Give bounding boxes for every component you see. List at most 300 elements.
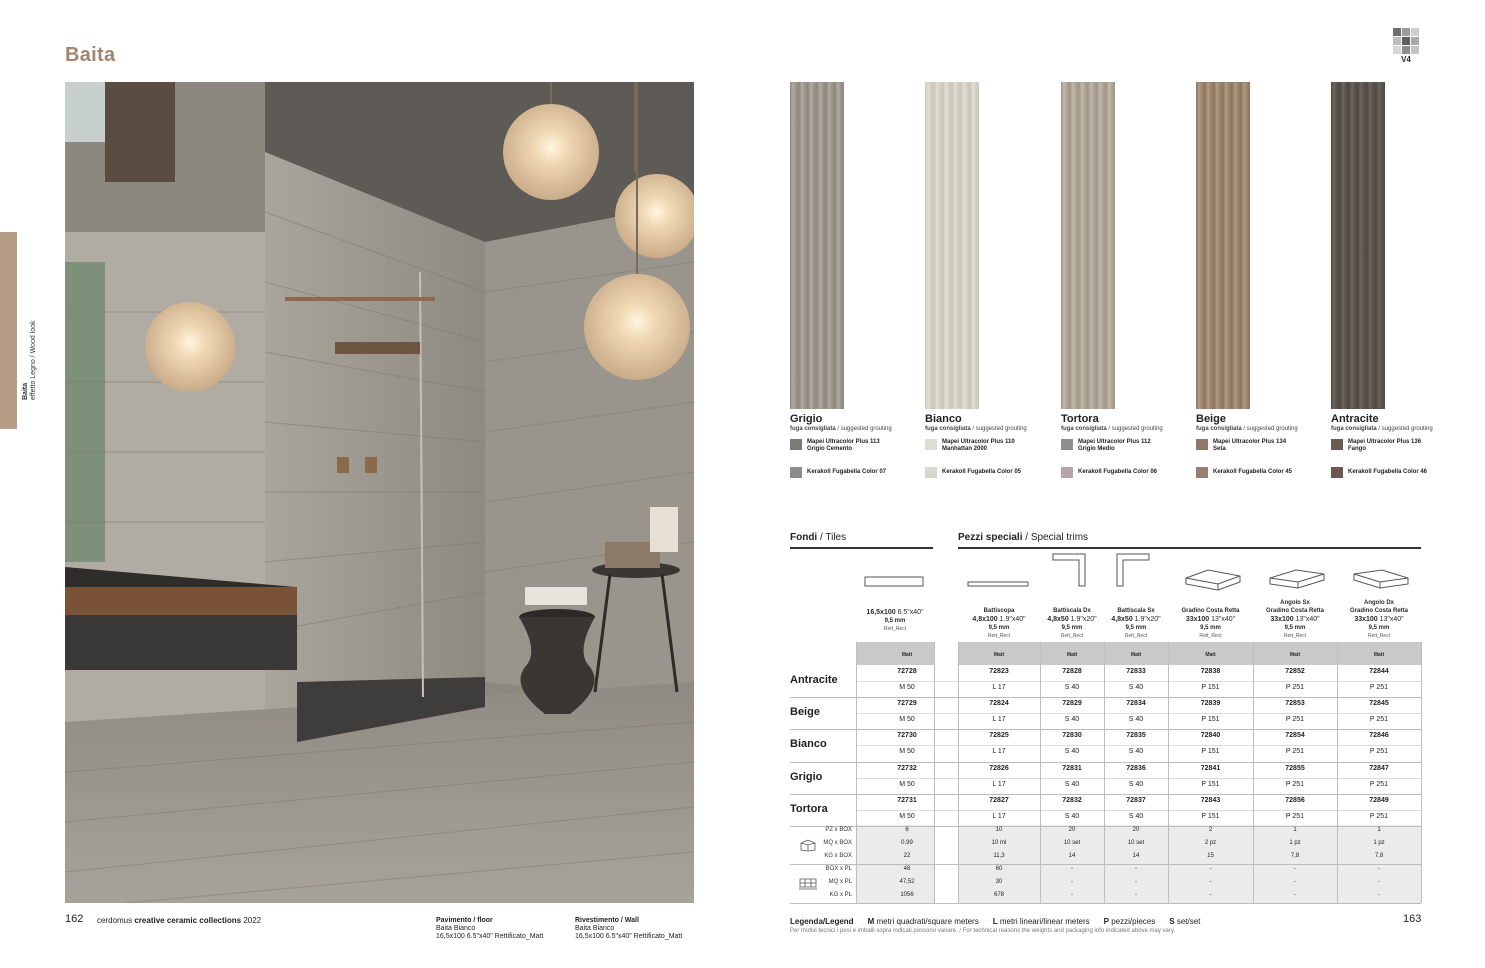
grout-mapei bbox=[1331, 439, 1456, 453]
row-rule bbox=[790, 697, 1421, 698]
legend bbox=[790, 917, 1214, 926]
packaging-value: 20 bbox=[1068, 827, 1076, 833]
grout-mapei bbox=[790, 439, 915, 453]
product-code: 72823 bbox=[989, 668, 1009, 675]
grout-mapei-line2: Manhattan 2000 bbox=[942, 446, 988, 452]
packaging-label: KG x PL bbox=[829, 892, 852, 898]
version-label: V4 bbox=[1401, 55, 1411, 64]
tile-size bbox=[856, 608, 934, 617]
variation-square bbox=[1393, 37, 1401, 45]
grout-mapei bbox=[925, 439, 1050, 453]
credit-wall-line2: 16,5x100 6.5"x40" Rettificato_Matt bbox=[575, 933, 683, 940]
packaging-value: - bbox=[1071, 879, 1073, 885]
packaging-value: - bbox=[1378, 879, 1380, 885]
color-name: Antracite bbox=[1331, 413, 1379, 425]
product-code: 72830 bbox=[1062, 732, 1082, 740]
tiles-header-rest: / Tiles bbox=[817, 532, 847, 543]
trim-rect: Rett_Rect bbox=[1367, 633, 1391, 639]
packaging-value: - bbox=[1209, 892, 1212, 898]
trim-name: Angolo Dx Gradino Costa Retta bbox=[1349, 600, 1408, 614]
product-code: 72834 bbox=[1126, 700, 1146, 708]
color-name: Tortora bbox=[1061, 413, 1099, 425]
product-code: 72853 bbox=[1285, 700, 1305, 708]
grout-mapei-line2: Seta bbox=[1213, 446, 1226, 452]
legend-item bbox=[790, 917, 854, 926]
credit-floor bbox=[436, 917, 543, 941]
trim-size-cm: 4,8x50 bbox=[1047, 616, 1069, 623]
packaging-value: 10 bbox=[995, 827, 1003, 833]
packaging-value: 14 bbox=[1068, 853, 1076, 859]
trim-size-cm: 33x100 bbox=[1354, 616, 1378, 623]
trim-thickness: 9,5 mm bbox=[988, 625, 1010, 631]
trims-header-rule bbox=[958, 547, 1421, 549]
trim-size-cm: 4,8x100 bbox=[972, 616, 998, 623]
color-info-grigio bbox=[790, 413, 915, 478]
tile-thickness: 9,5 mm bbox=[884, 618, 906, 624]
product-code: 72837 bbox=[1126, 796, 1146, 804]
product-code: 72838 bbox=[1200, 668, 1221, 675]
color-info-tortora bbox=[1061, 413, 1186, 478]
trim-size bbox=[1254, 615, 1336, 624]
product-code: 72846 bbox=[1369, 732, 1389, 740]
packaging-value: 15 bbox=[1207, 853, 1214, 859]
trim-shape-icon bbox=[1097, 552, 1175, 590]
pack-unit: S 40 bbox=[1128, 684, 1144, 691]
row-rule bbox=[790, 762, 1421, 763]
product-code: 72836 bbox=[1126, 764, 1146, 772]
tiles-header bbox=[790, 532, 846, 543]
legend-key: Legenda/Legend bbox=[790, 917, 854, 926]
grout-mapei-line1: Mapei Ultracolor Plus 136 bbox=[1348, 439, 1422, 445]
legend-value: pezzi/pieces bbox=[1109, 917, 1156, 926]
grout-kerakoll bbox=[790, 467, 915, 478]
trim-thickness: 9,5 mm bbox=[1284, 625, 1306, 631]
product-code: 72732 bbox=[897, 764, 917, 772]
row-color-name: Antracite bbox=[790, 674, 838, 686]
plank-beige bbox=[1196, 82, 1250, 409]
pack-unit: S 40 bbox=[1128, 716, 1144, 724]
packaging-value: 2 bbox=[1208, 827, 1213, 833]
product-code: 72849 bbox=[1369, 796, 1389, 804]
product-code: 72829 bbox=[1062, 700, 1082, 708]
legend-item bbox=[1169, 917, 1200, 926]
pack-unit: P 251 bbox=[1285, 748, 1305, 756]
grout-swatch bbox=[790, 439, 802, 450]
trim-shape-icon bbox=[960, 570, 1038, 594]
grout-subtitle-rest: / suggested grouting bbox=[1376, 426, 1433, 432]
packaging-value: - bbox=[1135, 879, 1137, 885]
grout-mapei-line2: Fango bbox=[1348, 446, 1366, 452]
product-code: 72843 bbox=[1200, 796, 1221, 804]
trim-size bbox=[1095, 615, 1177, 624]
pack-unit: M 50 bbox=[899, 716, 915, 724]
brand-collections: creative ceramic collections bbox=[134, 916, 242, 925]
product-code: 72730 bbox=[897, 732, 917, 740]
grout-subtitle bbox=[1196, 426, 1321, 432]
trim-size bbox=[1170, 615, 1252, 624]
product-code: 72854 bbox=[1285, 732, 1305, 740]
grout-subtitle-rest: / suggested grouting bbox=[1241, 426, 1298, 432]
product-code: 72845 bbox=[1369, 700, 1389, 708]
pack-unit: M 50 bbox=[899, 748, 915, 756]
grout-mapei bbox=[1196, 439, 1321, 453]
grout-subtitle-rest: / suggested grouting bbox=[835, 426, 892, 432]
grout-kerakoll-text: Kerakoll Fugabella Color 06 bbox=[1078, 469, 1158, 475]
column-rule bbox=[1253, 642, 1254, 903]
tiles-header-rule bbox=[790, 547, 933, 549]
pack-unit: L 17 bbox=[992, 716, 1006, 724]
trim-size-cm: 4,8x50 bbox=[1111, 616, 1133, 623]
trims-header bbox=[958, 532, 1088, 543]
grout-subtitle-bold: fuga consigliata bbox=[790, 426, 836, 432]
variation-square bbox=[1393, 46, 1401, 54]
row-color-name: Grigio bbox=[790, 770, 823, 783]
product-code: 72856 bbox=[1285, 796, 1305, 804]
legend-item bbox=[1104, 917, 1156, 926]
column-rule bbox=[1337, 642, 1338, 903]
packaging-label: BOX x PL bbox=[825, 866, 852, 872]
pack-unit: L 17 bbox=[992, 812, 1006, 820]
pack-unit: S 40 bbox=[1064, 684, 1080, 691]
trim-name: Battiscopa bbox=[983, 608, 1015, 614]
pack-unit: P 151 bbox=[1201, 716, 1220, 724]
pack-unit: L 17 bbox=[992, 748, 1006, 756]
pack-unit: P 151 bbox=[1201, 748, 1220, 756]
credit-wall-line1: Baita Bianco bbox=[575, 925, 615, 932]
grout-swatch bbox=[1061, 439, 1073, 450]
row-color-name: Bianco bbox=[790, 738, 827, 751]
brand-year: 2022 bbox=[243, 916, 262, 925]
finish-label: Matt bbox=[1130, 652, 1142, 658]
packaging-value: 2 pz bbox=[1204, 840, 1217, 846]
grout-swatch bbox=[925, 439, 937, 450]
section-tab bbox=[0, 232, 17, 429]
grout-mapei-line2: Grigio Cemento bbox=[807, 446, 853, 452]
packaging-value: 47,52 bbox=[899, 879, 915, 885]
trim-size-cm: 33x100 bbox=[1270, 616, 1294, 623]
product-code: 72833 bbox=[1126, 668, 1146, 675]
trim-rect: Rett_Rect bbox=[1124, 633, 1148, 639]
column-rule bbox=[1168, 642, 1169, 903]
trim-shape-icon bbox=[1172, 562, 1250, 596]
legend-note: Per motivi tecnici i pesi e imballi sopra indicati possono variare. / For technical reasons the weights and packaging info indicated above may vary. bbox=[790, 928, 1176, 934]
grout-kerakoll bbox=[925, 467, 1050, 478]
grout-kerakoll bbox=[1331, 467, 1456, 478]
packaging-value: 1 bbox=[1293, 827, 1297, 833]
legend-key: M bbox=[867, 917, 875, 926]
trim-thickness: 9,5 mm bbox=[1125, 625, 1147, 631]
pack-unit: P 251 bbox=[1369, 716, 1389, 724]
grout-mapei-line1: Mapei Ultracolor Plus 112 bbox=[1078, 439, 1151, 445]
tile-size-cm: 16,5x100 bbox=[866, 609, 896, 616]
trim-shape-icon bbox=[1340, 562, 1418, 596]
grout-subtitle bbox=[925, 426, 1050, 432]
pack-unit: S 40 bbox=[1128, 748, 1144, 756]
credit-floor-line2: 16,5x100 6.5"x40" Rettificato_Matt bbox=[436, 933, 544, 940]
column-rule bbox=[958, 642, 959, 903]
grout-kerakoll bbox=[1196, 467, 1321, 478]
grout-mapei-line1: Mapei Ultracolor Plus 113 bbox=[807, 439, 880, 445]
legend-key: S bbox=[1169, 917, 1175, 926]
side-label bbox=[22, 320, 38, 400]
packaging-label: MQ x PL bbox=[828, 879, 852, 885]
packaging-value: - bbox=[1209, 879, 1212, 885]
pack-unit: P 251 bbox=[1285, 780, 1305, 788]
legend-key: L bbox=[992, 917, 998, 926]
trim-column-head bbox=[1254, 599, 1336, 640]
product-code: 72852 bbox=[1285, 668, 1305, 675]
trim-size bbox=[958, 615, 1040, 624]
bathroom-photo bbox=[65, 82, 694, 903]
trim-size-inch: 13"x40" bbox=[1209, 616, 1236, 623]
finish-label: Matt bbox=[1373, 652, 1385, 658]
brand-line bbox=[97, 916, 261, 925]
packaging-value: - bbox=[1071, 892, 1073, 898]
grout-mapei-text bbox=[1348, 439, 1421, 453]
finish-label: Matt bbox=[1205, 652, 1216, 658]
variation-square bbox=[1402, 46, 1410, 54]
pack-unit: P 251 bbox=[1369, 780, 1389, 788]
pack-unit: P 151 bbox=[1201, 780, 1220, 788]
pack-unit: M 50 bbox=[899, 684, 915, 691]
credit-wall bbox=[575, 917, 682, 941]
row-color-name: Tortora bbox=[790, 802, 828, 815]
legend-value: set/set bbox=[1174, 917, 1201, 926]
trim-rect: Rett_Rect bbox=[1199, 633, 1222, 639]
version-badge bbox=[1393, 28, 1421, 64]
grout-kerakoll-text: Kerakoll Fugabella Color 07 bbox=[807, 469, 887, 475]
pack-unit: P 151 bbox=[1201, 684, 1220, 691]
packaging-value: 20 bbox=[1132, 827, 1140, 833]
grout-mapei-text bbox=[807, 439, 880, 453]
trim-rect: Rett_Rect bbox=[987, 633, 1011, 639]
color-name: Grigio bbox=[790, 413, 823, 425]
trim-rect: Rett_Rect bbox=[1283, 633, 1307, 639]
pack-unit: S 40 bbox=[1064, 716, 1080, 724]
grout-subtitle-bold: fuga consigliata bbox=[1196, 426, 1242, 432]
grout-mapei-text bbox=[942, 439, 1015, 453]
grout-subtitle-rest: / suggested grouting bbox=[970, 426, 1027, 432]
product-code: 72835 bbox=[1126, 732, 1146, 740]
credit-wall-heading: Rivestimento / Wall bbox=[575, 917, 639, 924]
tile-shape-icon bbox=[856, 570, 934, 590]
packaging-value: 1 bbox=[1377, 827, 1381, 833]
trim-thickness: 9,5 mm bbox=[1368, 625, 1390, 631]
packaging-value: - bbox=[1294, 879, 1296, 885]
packaging-value: 7,8 bbox=[1374, 853, 1384, 859]
pack-unit: S 40 bbox=[1064, 748, 1080, 756]
column-rule bbox=[934, 642, 935, 903]
grout-swatch bbox=[790, 467, 802, 478]
pallet-icon bbox=[798, 875, 818, 891]
pack-unit: M 50 bbox=[899, 812, 915, 820]
column-rule bbox=[1421, 642, 1422, 903]
trim-size-inch: 13"x40" bbox=[1377, 616, 1404, 623]
trim-size bbox=[1338, 615, 1420, 624]
trims-header-bold: Pezzi speciali bbox=[958, 532, 1023, 543]
trim-column-head bbox=[1170, 607, 1252, 640]
pack-unit: P 151 bbox=[1201, 812, 1220, 820]
packaging-value: 1 pz bbox=[1289, 840, 1301, 846]
product-code: 72729 bbox=[897, 700, 917, 708]
packaging-value: - bbox=[1135, 892, 1137, 898]
grout-kerakoll bbox=[1061, 467, 1186, 478]
pack-unit: P 251 bbox=[1369, 748, 1389, 756]
tiles-header-bold: Fondi bbox=[790, 532, 818, 543]
grout-mapei-text bbox=[1213, 439, 1286, 453]
row-color-name: Beige bbox=[790, 706, 820, 719]
grout-subtitle-rest: / suggested grouting bbox=[1106, 426, 1163, 432]
grout-mapei-line1: Mapei Ultracolor Plus 134 bbox=[1213, 439, 1287, 445]
trim-size-inch: 13"x40" bbox=[1293, 616, 1320, 623]
grout-swatch bbox=[1331, 467, 1343, 478]
packaging-value: - bbox=[1378, 892, 1380, 898]
finish-label: Matt bbox=[1066, 652, 1078, 658]
box-icon bbox=[799, 838, 817, 852]
credit-floor-heading: Pavimento / floor bbox=[436, 917, 493, 924]
grout-subtitle-bold: fuga consigliata bbox=[925, 426, 971, 432]
trims-header-rest: / Special trims bbox=[1022, 532, 1089, 543]
plank-tortora bbox=[1061, 82, 1115, 409]
packaging-divider bbox=[790, 864, 1421, 865]
pack-unit: L 17 bbox=[992, 780, 1006, 788]
packaging-value: - bbox=[1209, 866, 1212, 872]
grout-swatch bbox=[1196, 439, 1208, 450]
variation-square bbox=[1402, 37, 1410, 45]
grout-swatch bbox=[1331, 439, 1343, 450]
trim-name: Battiscala Sx bbox=[1117, 608, 1155, 614]
page-number-left: 162 bbox=[65, 913, 84, 925]
packaging-value: - bbox=[1071, 866, 1073, 872]
tile-rect: Rett_Rect bbox=[883, 626, 907, 632]
variation-square bbox=[1402, 28, 1410, 36]
trim-column-head bbox=[1338, 599, 1420, 640]
grout-mapei-line1: Mapei Ultracolor Plus 110 bbox=[942, 439, 1015, 445]
brand-name: cerdomus bbox=[97, 916, 133, 925]
packaging-value: - bbox=[1294, 866, 1296, 872]
packaging-value: 7,8 bbox=[1290, 853, 1300, 859]
grout-swatch bbox=[1196, 467, 1208, 478]
trim-name: Angolo Sx Gradino Costa Retta bbox=[1265, 600, 1324, 614]
product-code: 72731 bbox=[897, 796, 917, 804]
packaging-value: - bbox=[1294, 892, 1296, 898]
variation-grid-icon bbox=[1393, 28, 1421, 54]
packaging-value: 0,99 bbox=[901, 840, 913, 846]
product-code: 72728 bbox=[897, 668, 917, 675]
packaging-value: 30 bbox=[995, 879, 1003, 885]
trim-thickness: 9,5 mm bbox=[1200, 625, 1221, 631]
legend-item bbox=[868, 917, 979, 926]
variation-square bbox=[1393, 28, 1401, 36]
grout-mapei bbox=[1061, 439, 1186, 453]
pack-unit: P 251 bbox=[1369, 812, 1389, 820]
plank-bianco bbox=[925, 82, 979, 409]
product-code: 72828 bbox=[1062, 668, 1082, 675]
product-code: 72827 bbox=[989, 796, 1009, 804]
trim-column-head bbox=[958, 607, 1040, 640]
packaging-value: 1 pz bbox=[1373, 840, 1385, 846]
plank-grigio bbox=[790, 82, 844, 409]
trim-name: Gradino Costa Retta bbox=[1181, 608, 1240, 614]
packaging-value: 10 set bbox=[1063, 840, 1081, 846]
column-rule bbox=[856, 642, 857, 903]
legend-key: P bbox=[1103, 917, 1109, 926]
finish-label: Matt bbox=[901, 652, 913, 658]
color-name: Beige bbox=[1196, 413, 1226, 425]
packaging-value: 1056 bbox=[900, 892, 914, 898]
finish-band-trims bbox=[958, 642, 1421, 665]
pack-unit: P 251 bbox=[1369, 684, 1389, 691]
grout-subtitle bbox=[1061, 426, 1186, 432]
product-code: 72841 bbox=[1200, 764, 1221, 772]
grout-subtitle-bold: fuga consigliata bbox=[1061, 426, 1107, 432]
packaging-value: 22 bbox=[903, 853, 911, 859]
pack-unit: P 251 bbox=[1285, 684, 1305, 691]
pack-unit: S 40 bbox=[1064, 812, 1080, 820]
pack-unit: P 251 bbox=[1285, 716, 1305, 724]
finish-label: Matt bbox=[1289, 652, 1301, 658]
trim-size-cm: 33x100 bbox=[1185, 616, 1210, 623]
packaging-label: PZ x BOX bbox=[825, 827, 852, 833]
pack-unit: M 50 bbox=[899, 780, 915, 788]
packaging-value: 10 set bbox=[1127, 840, 1145, 846]
product-code: 72832 bbox=[1062, 796, 1082, 804]
trim-shape-icon bbox=[1256, 562, 1334, 596]
side-label-desc: effetto Legno / Wood look bbox=[30, 320, 37, 400]
product-code: 72840 bbox=[1200, 732, 1221, 740]
pack-unit: S 40 bbox=[1128, 780, 1144, 788]
color-info-beige bbox=[1196, 413, 1321, 478]
legend-item bbox=[993, 917, 1090, 926]
packaging-value: 10 ml bbox=[991, 840, 1007, 846]
column-rule bbox=[1104, 642, 1105, 903]
tile-size-inch: 6.5"x40" bbox=[895, 609, 924, 616]
product-code: 72855 bbox=[1285, 764, 1305, 772]
legend-value: metri quadrati/square meters bbox=[874, 917, 979, 926]
table-bottom-rule bbox=[790, 903, 1421, 904]
product-code: 72825 bbox=[989, 732, 1009, 740]
trim-thickness: 9,5 mm bbox=[1061, 625, 1083, 631]
trim-column-head bbox=[1095, 607, 1177, 640]
trim-name: Battiscala Dx bbox=[1053, 608, 1091, 614]
page-number-right: 163 bbox=[1403, 913, 1422, 925]
variation-square bbox=[1411, 46, 1419, 54]
credit-floor-line1: Baita Bianco bbox=[436, 925, 476, 932]
packaging-value: - bbox=[1135, 866, 1137, 872]
color-info-antracite bbox=[1331, 413, 1456, 478]
grout-swatch bbox=[925, 467, 937, 478]
packaging-value: 6 bbox=[905, 827, 909, 833]
grout-mapei-text bbox=[1078, 439, 1151, 453]
packaging-value: 48 bbox=[903, 866, 911, 872]
color-info-bianco bbox=[925, 413, 1050, 478]
grout-subtitle bbox=[1331, 426, 1456, 432]
finish-label: Matt bbox=[993, 652, 1005, 658]
product-code: 72847 bbox=[1369, 764, 1389, 772]
legend-value: metri lineari/linear meters bbox=[997, 917, 1090, 926]
product-code: 72826 bbox=[989, 764, 1009, 772]
grout-subtitle-bold: fuga consigliata bbox=[1331, 426, 1377, 432]
packaging-value: 14 bbox=[1132, 853, 1140, 859]
product-code: 72824 bbox=[989, 700, 1009, 708]
row-rule bbox=[790, 794, 1421, 795]
pack-unit: P 251 bbox=[1285, 812, 1305, 820]
packaging-value: 11,3 bbox=[993, 853, 1005, 859]
side-label-name: Baita bbox=[22, 382, 29, 400]
pack-unit: S 40 bbox=[1064, 780, 1080, 788]
product-code: 72844 bbox=[1369, 668, 1389, 675]
trim-size-inch: 1.9"x20" bbox=[1132, 616, 1161, 623]
